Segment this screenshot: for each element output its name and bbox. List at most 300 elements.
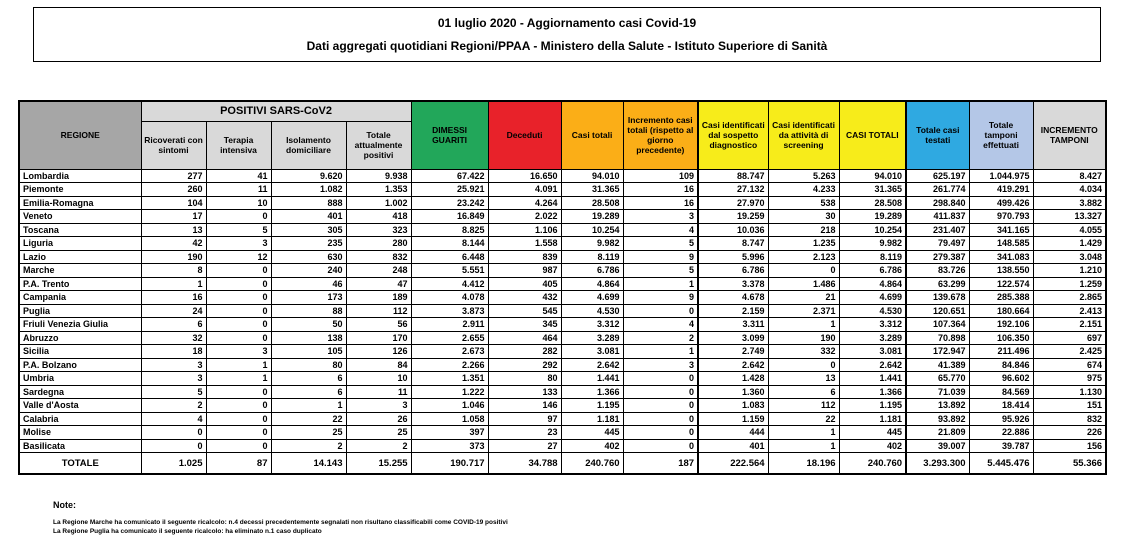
value-cell: 80	[271, 358, 346, 372]
value-cell: 625.197	[906, 169, 969, 183]
region-cell: Liguria	[19, 237, 141, 251]
table-row	[19, 250, 1106, 264]
value-cell: 4.678	[698, 291, 768, 305]
value-cell: 5.551	[411, 264, 488, 278]
region-cell: Emilia-Romagna	[19, 196, 141, 210]
value-cell: 987	[488, 264, 561, 278]
value-cell: 1.353	[346, 183, 411, 197]
value-cell: 2.159	[698, 304, 768, 318]
value-cell: 6.786	[561, 264, 623, 278]
value-cell: 240	[271, 264, 346, 278]
total-value-cell: 3.293.300	[906, 453, 969, 475]
header-sospetto-diagnostico: Casi identificati dal sospetto diagnostico	[698, 101, 768, 169]
note-line-1: La Regione Marche ha comunicato il seguente ricalcolo: n.4 decessi precedentemente segnalati non risultano classificabili come COVID-19 positivi	[53, 519, 508, 526]
value-cell: 545	[488, 304, 561, 318]
value-cell: 1.222	[411, 385, 488, 399]
value-cell: 9	[623, 250, 698, 264]
table-row	[19, 169, 1106, 183]
covid-data-table	[18, 100, 1107, 475]
table-body	[19, 169, 1106, 474]
value-cell: 18.414	[969, 399, 1033, 413]
value-cell: 1.058	[411, 412, 488, 426]
table-row	[19, 412, 1106, 426]
value-cell: 39.787	[969, 439, 1033, 453]
value-cell: 445	[561, 426, 623, 440]
value-cell: 2.266	[411, 358, 488, 372]
value-cell: 27.970	[698, 196, 768, 210]
value-cell: 95.926	[969, 412, 1033, 426]
value-cell: 18	[141, 345, 206, 359]
value-cell: 190	[768, 331, 839, 345]
value-cell: 1.366	[839, 385, 906, 399]
value-cell: 1.083	[698, 399, 768, 413]
region-cell: Basilicata	[19, 439, 141, 453]
value-cell: 88.747	[698, 169, 768, 183]
value-cell: 3	[623, 210, 698, 224]
value-cell: 0	[623, 439, 698, 453]
value-cell: 1.366	[561, 385, 623, 399]
value-cell: 0	[206, 210, 271, 224]
value-cell: 1.558	[488, 237, 561, 251]
table-row	[19, 291, 1106, 305]
value-cell: 1.130	[1033, 385, 1106, 399]
value-cell: 5	[141, 385, 206, 399]
value-cell: 6	[141, 318, 206, 332]
value-cell: 235	[271, 237, 346, 251]
table-row	[19, 439, 1106, 453]
value-cell: 401	[698, 439, 768, 453]
value-cell: 6	[271, 372, 346, 386]
value-cell: 94.010	[839, 169, 906, 183]
value-cell: 0	[768, 264, 839, 278]
value-cell: 28.508	[839, 196, 906, 210]
total-value-cell: 1.025	[141, 453, 206, 475]
value-cell: 1.360	[698, 385, 768, 399]
value-cell: 1.195	[839, 399, 906, 413]
value-cell: 56	[346, 318, 411, 332]
value-cell: 1.181	[561, 412, 623, 426]
value-cell: 3.882	[1033, 196, 1106, 210]
value-cell: 1.181	[839, 412, 906, 426]
value-cell: 6.448	[411, 250, 488, 264]
region-cell: Lazio	[19, 250, 141, 264]
total-value-cell: 222.564	[698, 453, 768, 475]
total-value-cell: 18.196	[768, 453, 839, 475]
value-cell: 138.550	[969, 264, 1033, 278]
value-cell: 231.407	[906, 223, 969, 237]
table-row	[19, 399, 1106, 413]
value-cell: 2.642	[698, 358, 768, 372]
value-cell: 2.371	[768, 304, 839, 318]
value-cell: 2.655	[411, 331, 488, 345]
value-cell: 84.846	[969, 358, 1033, 372]
value-cell: 211.496	[969, 345, 1033, 359]
value-cell: 832	[1033, 412, 1106, 426]
value-cell: 26	[346, 412, 411, 426]
value-cell: 5	[623, 237, 698, 251]
total-value-cell: 5.445.476	[969, 453, 1033, 475]
value-cell: 1.428	[698, 372, 768, 386]
value-cell: 1.195	[561, 399, 623, 413]
value-cell: 4.091	[488, 183, 561, 197]
value-cell: 3.048	[1033, 250, 1106, 264]
value-cell: 1.441	[839, 372, 906, 386]
value-cell: 39.007	[906, 439, 969, 453]
value-cell: 3	[623, 358, 698, 372]
value-cell: 2	[271, 439, 346, 453]
value-cell: 4	[623, 318, 698, 332]
table-row	[19, 183, 1106, 197]
header-regione: REGIONE	[19, 101, 141, 169]
value-cell: 282	[488, 345, 561, 359]
table-row	[19, 277, 1106, 291]
value-cell: 499.426	[969, 196, 1033, 210]
value-cell: 13	[768, 372, 839, 386]
value-cell: 1.046	[411, 399, 488, 413]
value-cell: 13.327	[1033, 210, 1106, 224]
value-cell: 17	[141, 210, 206, 224]
value-cell: 2.022	[488, 210, 561, 224]
value-cell: 3	[141, 358, 206, 372]
value-cell: 3.081	[561, 345, 623, 359]
value-cell: 1	[206, 372, 271, 386]
value-cell: 105	[271, 345, 346, 359]
value-cell: 192.106	[969, 318, 1033, 332]
value-cell: 170	[346, 331, 411, 345]
value-cell: 292	[488, 358, 561, 372]
value-cell: 8	[141, 264, 206, 278]
value-cell: 4.864	[561, 277, 623, 291]
value-cell: 888	[271, 196, 346, 210]
table-row	[19, 345, 1106, 359]
value-cell: 1.106	[488, 223, 561, 237]
total-value-cell: 187	[623, 453, 698, 475]
table-row	[19, 210, 1106, 224]
value-cell: 41.389	[906, 358, 969, 372]
value-cell: 432	[488, 291, 561, 305]
value-cell: 1.351	[411, 372, 488, 386]
value-cell: 1.210	[1033, 264, 1106, 278]
value-cell: 1.429	[1033, 237, 1106, 251]
value-cell: 2.911	[411, 318, 488, 332]
value-cell: 4.530	[839, 304, 906, 318]
value-cell: 8.119	[561, 250, 623, 264]
value-cell: 3.099	[698, 331, 768, 345]
value-cell: 1	[623, 345, 698, 359]
value-cell: 0	[623, 426, 698, 440]
value-cell: 332	[768, 345, 839, 359]
value-cell: 0	[206, 426, 271, 440]
region-cell: Friuli Venezia Giulia	[19, 318, 141, 332]
value-cell: 180.664	[969, 304, 1033, 318]
value-cell: 1.002	[346, 196, 411, 210]
title-line-2: Dati aggregati quotidiani Regioni/PPAA - Ministero della Salute - Istituto Superiore di Sanità	[306, 38, 828, 53]
value-cell: 79.497	[906, 237, 969, 251]
value-cell: 21	[768, 291, 839, 305]
value-cell: 23	[488, 426, 561, 440]
value-cell: 8.144	[411, 237, 488, 251]
value-cell: 0	[206, 264, 271, 278]
value-cell: 32	[141, 331, 206, 345]
value-cell: 6	[271, 385, 346, 399]
value-cell: 172.947	[906, 345, 969, 359]
header-totale-testati: Totale casi testati	[906, 101, 969, 169]
value-cell: 13	[141, 223, 206, 237]
value-cell: 24	[141, 304, 206, 318]
value-cell: 0	[206, 291, 271, 305]
value-cell: 538	[768, 196, 839, 210]
value-cell: 373	[411, 439, 488, 453]
header-casi-totali: Casi totali	[561, 101, 623, 169]
value-cell: 2	[346, 439, 411, 453]
value-cell: 93.892	[906, 412, 969, 426]
value-cell: 3.289	[561, 331, 623, 345]
value-cell: 2.642	[561, 358, 623, 372]
value-cell: 0	[206, 439, 271, 453]
value-cell: 189	[346, 291, 411, 305]
region-cell: Campania	[19, 291, 141, 305]
value-cell: 112	[346, 304, 411, 318]
value-cell: 19.289	[561, 210, 623, 224]
value-cell: 1	[768, 426, 839, 440]
title-line-1: 01 luglio 2020 - Aggiornamento casi Covid-19	[437, 16, 697, 31]
value-cell: 10	[346, 372, 411, 386]
value-cell: 120.651	[906, 304, 969, 318]
value-cell: 0	[623, 304, 698, 318]
value-cell: 19.259	[698, 210, 768, 224]
table-row	[19, 264, 1106, 278]
title-box	[33, 7, 1101, 62]
value-cell: 12	[206, 250, 271, 264]
value-cell: 3	[141, 372, 206, 386]
value-cell: 27.132	[698, 183, 768, 197]
total-row	[19, 453, 1106, 475]
value-cell: 975	[1033, 372, 1106, 386]
total-value-cell: 14.143	[271, 453, 346, 475]
region-cell: Sardegna	[19, 385, 141, 399]
value-cell: 3.378	[698, 277, 768, 291]
value-cell: 261.774	[906, 183, 969, 197]
value-cell: 0	[623, 372, 698, 386]
value-cell: 94.010	[561, 169, 623, 183]
table-row	[19, 372, 1106, 386]
value-cell: 84.569	[969, 385, 1033, 399]
value-cell: 5	[206, 223, 271, 237]
value-cell: 3.312	[839, 318, 906, 332]
value-cell: 4.055	[1033, 223, 1106, 237]
value-cell: 67.422	[411, 169, 488, 183]
header-dimessi-guariti: DIMESSI GUARITI	[411, 101, 488, 169]
value-cell: 138	[271, 331, 346, 345]
value-cell: 27	[488, 439, 561, 453]
value-cell: 4.530	[561, 304, 623, 318]
value-cell: 2.642	[839, 358, 906, 372]
value-cell: 16.849	[411, 210, 488, 224]
value-cell: 4.034	[1033, 183, 1106, 197]
region-cell: Sicilia	[19, 345, 141, 359]
notes-lines	[53, 519, 508, 537]
table-row	[19, 426, 1106, 440]
value-cell: 4.233	[768, 183, 839, 197]
value-cell: 1.259	[1033, 277, 1106, 291]
value-cell: 218	[768, 223, 839, 237]
header-ricoverati: Ricoverati con sintomi	[141, 121, 206, 169]
value-cell: 3.312	[561, 318, 623, 332]
value-cell: 16.650	[488, 169, 561, 183]
value-cell: 277	[141, 169, 206, 183]
value-cell: 1.044.975	[969, 169, 1033, 183]
value-cell: 71.039	[906, 385, 969, 399]
value-cell: 444	[698, 426, 768, 440]
value-cell: 0	[206, 277, 271, 291]
header-isolamento: Isolamento domiciliare	[271, 121, 346, 169]
value-cell: 88	[271, 304, 346, 318]
value-cell: 1.235	[768, 237, 839, 251]
header-terapia-intensiva: Terapia intensiva	[206, 121, 271, 169]
value-cell: 0	[206, 412, 271, 426]
value-cell: 6.786	[698, 264, 768, 278]
value-cell: 4	[141, 412, 206, 426]
value-cell: 0	[206, 304, 271, 318]
value-cell: 148.585	[969, 237, 1033, 251]
value-cell: 341.083	[969, 250, 1033, 264]
value-cell: 96.602	[969, 372, 1033, 386]
value-cell: 83.726	[906, 264, 969, 278]
value-cell: 70.898	[906, 331, 969, 345]
value-cell: 1	[623, 277, 698, 291]
value-cell: 151	[1033, 399, 1106, 413]
value-cell: 5.996	[698, 250, 768, 264]
value-cell: 122.574	[969, 277, 1033, 291]
value-cell: 464	[488, 331, 561, 345]
value-cell: 156	[1033, 439, 1106, 453]
value-cell: 25	[271, 426, 346, 440]
value-cell: 10.254	[839, 223, 906, 237]
value-cell: 8.119	[839, 250, 906, 264]
value-cell: 8.825	[411, 223, 488, 237]
value-cell: 1.486	[768, 277, 839, 291]
region-cell: Piemonte	[19, 183, 141, 197]
value-cell: 1	[141, 277, 206, 291]
value-cell: 2	[623, 331, 698, 345]
value-cell: 345	[488, 318, 561, 332]
value-cell: 4	[623, 223, 698, 237]
value-cell: 4.264	[488, 196, 561, 210]
value-cell: 2	[141, 399, 206, 413]
value-cell: 260	[141, 183, 206, 197]
value-cell: 47	[346, 277, 411, 291]
value-cell: 11	[346, 385, 411, 399]
value-cell: 411.837	[906, 210, 969, 224]
value-cell: 146	[488, 399, 561, 413]
value-cell: 8.427	[1033, 169, 1106, 183]
value-cell: 4.699	[839, 291, 906, 305]
value-cell: 674	[1033, 358, 1106, 372]
table-row	[19, 358, 1106, 372]
value-cell: 16	[623, 196, 698, 210]
value-cell: 28.508	[561, 196, 623, 210]
value-cell: 21.809	[906, 426, 969, 440]
value-cell: 133	[488, 385, 561, 399]
value-cell: 3	[206, 345, 271, 359]
value-cell: 16	[141, 291, 206, 305]
value-cell: 4.864	[839, 277, 906, 291]
value-cell: 9.982	[561, 237, 623, 251]
value-cell: 397	[411, 426, 488, 440]
total-value-cell: 190.717	[411, 453, 488, 475]
table-row	[19, 237, 1106, 251]
region-cell: Toscana	[19, 223, 141, 237]
value-cell: 1.159	[698, 412, 768, 426]
table-row	[19, 331, 1106, 345]
value-cell: 8.747	[698, 237, 768, 251]
header-incremento-casi: Incremento casi totali (rispetto al giorno precedente)	[623, 101, 698, 169]
value-cell: 445	[839, 426, 906, 440]
value-cell: 22.886	[969, 426, 1033, 440]
value-cell: 3	[346, 399, 411, 413]
total-label-cell: TOTALE	[19, 453, 141, 475]
value-cell: 31.365	[839, 183, 906, 197]
region-cell: Puglia	[19, 304, 141, 318]
value-cell: 107.364	[906, 318, 969, 332]
value-cell: 4.699	[561, 291, 623, 305]
value-cell: 402	[561, 439, 623, 453]
table-row	[19, 196, 1106, 210]
header-totale-tamponi: Totale tamponi effettuati	[969, 101, 1033, 169]
value-cell: 305	[271, 223, 346, 237]
value-cell: 323	[346, 223, 411, 237]
value-cell: 25.921	[411, 183, 488, 197]
value-cell: 10	[206, 196, 271, 210]
value-cell: 23.242	[411, 196, 488, 210]
value-cell: 280	[346, 237, 411, 251]
value-cell: 2.425	[1033, 345, 1106, 359]
value-cell: 0	[141, 426, 206, 440]
table-row	[19, 304, 1106, 318]
value-cell: 405	[488, 277, 561, 291]
value-cell: 2.151	[1033, 318, 1106, 332]
value-cell: 341.165	[969, 223, 1033, 237]
value-cell: 630	[271, 250, 346, 264]
region-cell: P.A. Bolzano	[19, 358, 141, 372]
value-cell: 279.387	[906, 250, 969, 264]
table-row	[19, 385, 1106, 399]
value-cell: 4.412	[411, 277, 488, 291]
value-cell: 9	[623, 291, 698, 305]
value-cell: 697	[1033, 331, 1106, 345]
value-cell: 0	[206, 331, 271, 345]
value-cell: 418	[346, 210, 411, 224]
value-cell: 3	[206, 237, 271, 251]
region-cell: Valle d'Aosta	[19, 399, 141, 413]
value-cell: 30	[768, 210, 839, 224]
header-positivi-group: POSITIVI SARS-CoV2	[141, 101, 411, 121]
region-cell: Abruzzo	[19, 331, 141, 345]
value-cell: 1	[271, 399, 346, 413]
value-cell: 0	[141, 439, 206, 453]
value-cell: 839	[488, 250, 561, 264]
value-cell: 84	[346, 358, 411, 372]
value-cell: 2.673	[411, 345, 488, 359]
value-cell: 2.123	[768, 250, 839, 264]
header-screening: Casi identificati da attività di screening	[768, 101, 839, 169]
value-cell: 248	[346, 264, 411, 278]
value-cell: 1.441	[561, 372, 623, 386]
header-deceduti: Deceduti	[488, 101, 561, 169]
value-cell: 226	[1033, 426, 1106, 440]
total-value-cell: 240.760	[561, 453, 623, 475]
region-cell: Molise	[19, 426, 141, 440]
